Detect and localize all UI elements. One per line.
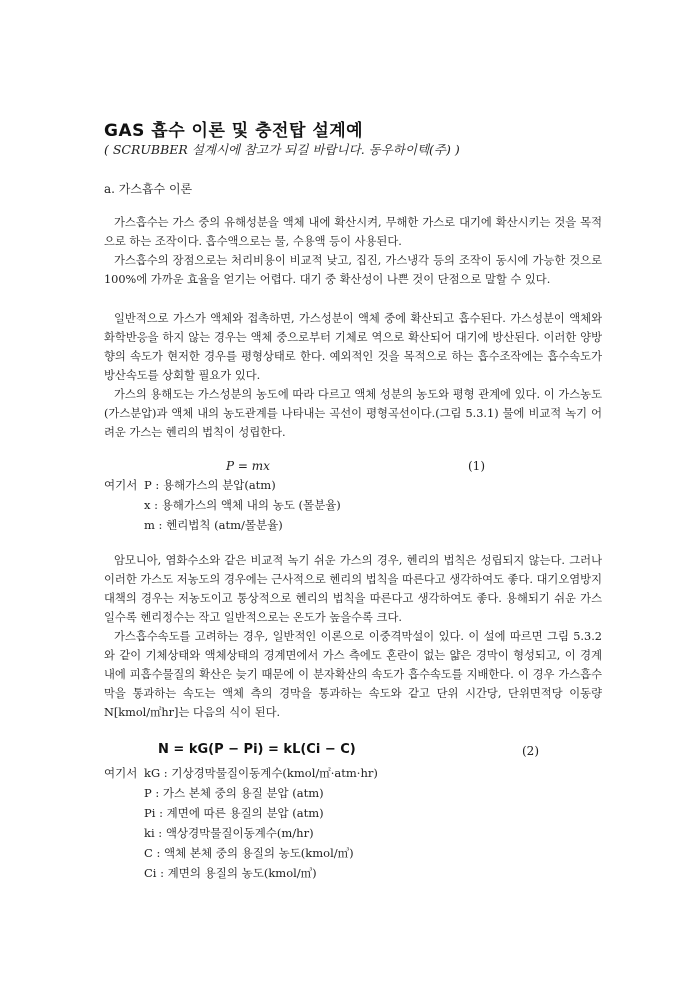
- definition-item: x : 용해가스의 액체 내의 농도 (몰분율): [144, 498, 341, 512]
- paragraph: 가스흡수속도를 고려하는 경우, 일반적인 이론으로 이중격막설이 있다. 이 설에 따르면 그림 5.3.2와 같이 기체상태와 액체상태의 경계면에서 가스 측에도 혼란이 없는 얇은 경막이 형성되고, 이 경계 내에 피흡수물질의 확산은 늦기 때문에 이 분자확산의 속도가 흡수속도를 지배한다. 이 경우 가스흡수막을 통과하는 속도는 액체 측의 경막을 통과하는 속도와 같고 단위 시간당, 단위면적당 이동량 N[kmol/㎡hr]는 다음의 식이 된다.: [104, 630, 602, 719]
- equation-number: (1): [468, 459, 485, 473]
- page-subtitle: ( SCRUBBER 설계시에 참고가 되길 바랍니다. 동우하이텍(주) ): [104, 142, 460, 157]
- paragraph: 가스흡수는 가스 중의 유해성분을 액체 내에 확산시켜, 무해한 가스로 대기에 확산시키는 것을 목적으로 하는 조작이다. 흡수액으로는 물, 수용액 등이 사용된다.: [104, 216, 602, 248]
- definition-item: ki : 액상경막물질이동계수(m/hr): [144, 826, 314, 840]
- page-title: GAS 흡수 이론 및 충전탑 설계예: [104, 121, 364, 141]
- definition-item: 여기서 kG : 기상경막물질이동계수(kmol/㎡·atm·hr): [104, 766, 378, 780]
- definition-item: 여기서 P : 용해가스의 분압(atm): [104, 478, 276, 492]
- definition-item: C : 액체 본체 중의 용질의 농도(kmol/㎥): [144, 846, 354, 860]
- paragraph: 가스흡수의 장점으로는 처리비용이 비교적 낮고, 집진, 가스냉각 등의 조작이 동시에 가능한 것으로 100%에 가까운 효율을 얻기는 어렵다. 대기 중 확산성이 나쁜 것이 단점으로 말할 수 있다.: [104, 254, 602, 286]
- equation-absorption-rate: N = kG(P − Pi) = kL(Ci − C): [158, 742, 356, 757]
- definition-item: Ci : 계면의 용질의 농도(kmol/㎥): [144, 866, 317, 880]
- definition-item: Pi : 계면에 따른 용질의 분압 (atm): [144, 806, 324, 820]
- equation-number: (2): [522, 744, 539, 758]
- paragraph: 일반적으로 가스가 액체와 접촉하면, 가스성분이 액체 중에 확산되고 흡수된다. 가스성분이 액체와 화학반응을 하지 않는 경우는 액체 중으로부터 기체로 역으로 확산되어 대기에 방산된다. 이러한 양방향의 속도가 현저한 경우를 평형상태로 한다. 예외적인 것을 목적으로 하는 흡수조작에는 흡수속도가 방산속도를 상회할 필요가 있다.: [104, 312, 602, 382]
- equation-henry: P = mx: [226, 459, 270, 473]
- paragraph: 암모니아, 염화수소와 같은 비교적 녹기 쉬운 가스의 경우, 헨리의 법칙은 성립되지 않는다. 그러나 이러한 가스도 저농도의 경우에는 근사적으로 헨리의 법칙을 따른다고 생각하여도 좋다. 대기오염방지대책의 경우는 저농도이고 통상적으로 헨리의 법칙을 따른다고 생각하여도 좋다. 용해되기 쉬운 가스일수록 헨리정수는 작고 일반적으로는 온도가 높을수록 크다.: [104, 554, 602, 624]
- definition-item: P : 가스 본체 중의 용질 분압 (atm): [144, 786, 324, 800]
- section-heading: a. 가스흡수 이론: [104, 182, 193, 196]
- paragraph: 가스의 용해도는 가스성분의 농도에 따라 다르고 액체 성분의 농도와 평형 관계에 있다. 이 가스농도(가스분압)과 액체 내의 농도관계를 나타내는 곡선이 평형곡선이다.(그림 5.3.1) 물에 비교적 녹기 어려운 가스는 헨리의 법칙이 성립한다.: [104, 388, 602, 439]
- definition-item: m : 헨리법칙 (atm/몰분율): [144, 518, 283, 532]
